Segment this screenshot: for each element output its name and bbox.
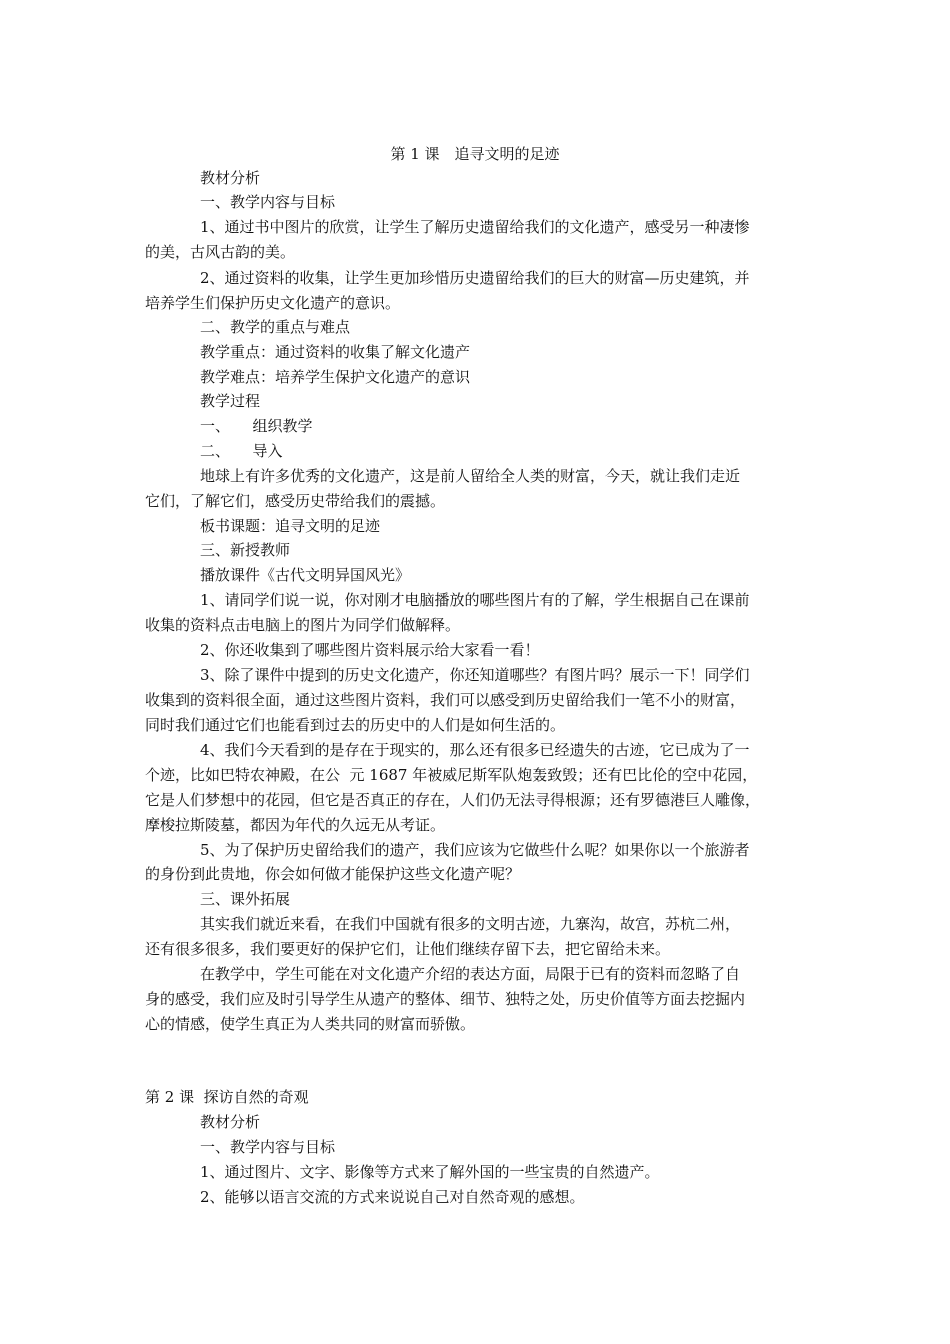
lesson1-reflection-line1: 在教学中，学生可能在对文化遗产介绍的表达方面，局限于已有的资料而忽略了自 [200, 965, 741, 983]
lesson1-analysis-heading: 教材分析 [200, 169, 261, 187]
lesson1-q1-line1: 1、请同学们说一说，你对刚才电脑播放的哪些图片有的了解，学生根据自己在课前 [200, 591, 750, 609]
lesson1-goal1-line2: 的美，古风古韵的美。 [145, 243, 296, 261]
lesson1-q4-line1: 4、我们今天看到的是存在于现实的，那么还有很多已经遗失的古迹，它已成为了一 [200, 741, 750, 759]
lesson1-goal2-line2: 培养学生们保护历史文化遗产的意识。 [145, 294, 401, 312]
lesson1-q4-line4: 摩梭拉斯陵墓，都因为年代的久远无从考证。 [145, 816, 446, 834]
lesson1-intro-line2: 它们，了解它们，感受历史带给我们的震撼。 [145, 492, 446, 510]
lesson1-key-point: 教学重点：通过资料的收集了解文化遗产 [200, 343, 471, 361]
lesson1-q4-line2: 个迹，比如巴特农神殿，在公 元 1687 年被威尼斯军队炮轰致毁；还有巴比伦的空中花园， [145, 766, 758, 784]
lesson1-q3-line1: 3、除了课件中提到的历史文化遗产，你还知道哪些？有图片吗？展示一下！同学们 [200, 666, 750, 684]
lesson2-goal2: 2、能够以语言交流的方式来说说自己对自然奇观的感想。 [200, 1188, 585, 1206]
lesson1-difficulty: 教学难点：培养学生保护文化遗产的意识 [200, 368, 471, 386]
lesson1-extension-line1: 其实我们就近来看，在我们中国就有很多的文明古迹，九寨沟，故宫，苏杭二州， [200, 915, 741, 933]
lesson1-title: 第 1 课 追寻文明的足迹 [390, 145, 560, 163]
lesson1-process-heading: 教学过程 [200, 392, 261, 410]
lesson1-q5-line2: 的身份到此贵地，你会如何做才能保护这些文化遗产呢？ [145, 865, 521, 883]
lesson1-section4-heading: 三、课外拓展 [200, 890, 291, 908]
lesson1-q3-line3: 同时我们通过它们也能看到过去的历史中的人们是如何生活的。 [145, 716, 566, 734]
lesson1-section1-heading: 一、教学内容与目标 [200, 193, 336, 211]
lesson1-section3-heading: 三、新授教师 [200, 541, 291, 559]
lesson1-reflection-line2: 身的感受，我们应及时引导学生从遗产的整体、细节、独特之处，历史价值等方面去挖掘内 [145, 990, 746, 1008]
lesson1-intro-line1: 地球上有许多优秀的文化遗产，这是前人留给全人类的财富，今天，就让我们走近 [200, 467, 741, 485]
lesson1-q1-line2: 收集的资料点击电脑上的图片为同学们做解释。 [145, 616, 461, 634]
lesson1-courseware: 播放课件《古代文明异国风光》 [200, 566, 411, 584]
lesson1-step2: 二、 导入 [200, 442, 283, 460]
lesson1-extension-line2: 还有很多很多，我们要更好的保护它们，让他们继续存留下去，把它留给未来。 [145, 940, 671, 958]
lesson1-q4-line3: 它是人们梦想中的花园，但它是否真正的存在，人们仍无法寻得根源；还有罗德港巨人雕像， [145, 791, 761, 809]
lesson1-step1: 一、 组织教学 [200, 417, 313, 435]
lesson1-goal1-line1: 1、通过书中图片的欣赏，让学生了解历史遗留给我们的文化遗产，感受另一种凄惨 [200, 218, 750, 236]
lesson2-section1-heading: 一、教学内容与目标 [200, 1138, 336, 1156]
lesson1-q2: 2、你还收集到了哪些图片资料展示给大家看一看！ [200, 641, 540, 659]
lesson1-q3-line2: 收集到的资料很全面，通过这些图片资料，我们可以感受到历史留给我们一笔不小的财富， [145, 691, 746, 709]
lesson2-goal1: 1、通过图片、文字、影像等方式来了解外国的一些宝贵的自然遗产。 [200, 1163, 660, 1181]
lesson2-title: 第 2 课 探访自然的奇观 [145, 1088, 309, 1106]
lesson1-goal2-line1: 2、通过资料的收集，让学生更加珍惜历史遗留给我们的巨大的财富—历史建筑，并 [200, 269, 750, 287]
lesson1-reflection-line3: 心的情感，使学生真正为人类共同的财富而骄傲。 [145, 1015, 476, 1033]
lesson2-analysis-heading: 教材分析 [200, 1113, 261, 1131]
lesson1-section2-heading: 二、教学的重点与难点 [200, 318, 351, 336]
lesson1-q5-line1: 5、为了保护历史留给我们的遗产，我们应该为它做些什么呢？如果你以一个旅游者 [200, 841, 750, 859]
lesson1-board-title: 板书课题：追寻文明的足迹 [200, 517, 381, 535]
